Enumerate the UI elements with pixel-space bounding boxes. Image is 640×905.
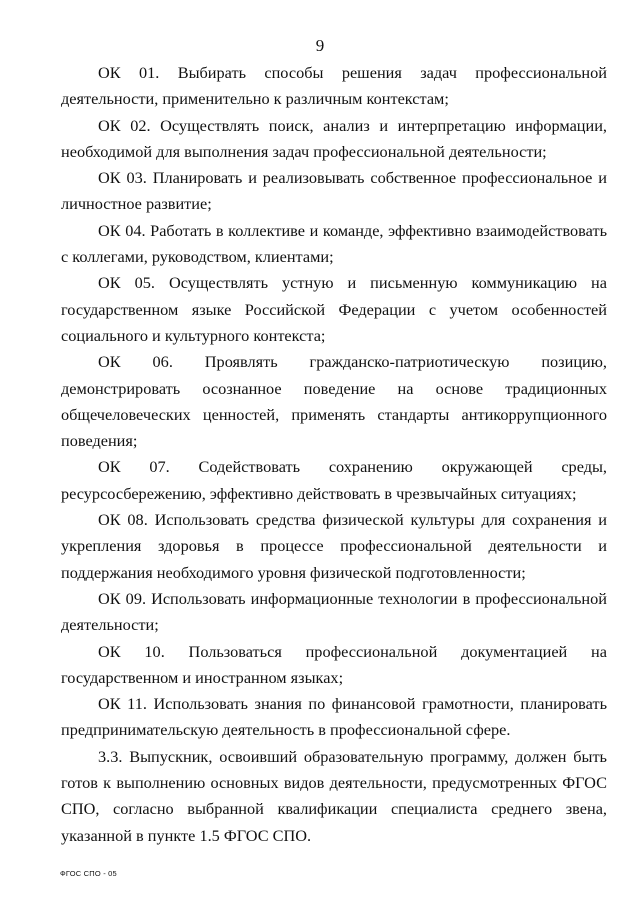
paragraph-ok-04: ОК 04. Работать в коллективе и команде, эффективно взаимодействовать с коллегами, руководством, клиентами; [61,220,607,267]
paragraph-ok-10: ОК 10. Пользоваться профессиональной документацией на государственном и иностранном языках; [61,641,607,687]
document-body [61,60,607,849]
paragraph-ok-06: ОК 06. Проявлять гражданско-патриотическую позицию, демонстрировать осознанное поведение на основе традиционных общечеловеческих ценностей, применять стандарты антикоррупционного поведения; [61,352,607,451]
paragraph-ok-02: ОК 02. Осуществлять поиск, анализ и интерпретацию информации, необходимой для выполнения задач профессиональной деятельности; [61,115,607,161]
paragraph-ok-08: ОК 08. Использовать средства физической культуры для сохранения и укрепления здоровья в процессе профессиональной деятельности и поддержания необходимого уровня физической подготовленности; [61,510,607,582]
footer-label: ФГОС СПО - 05 [60,869,117,878]
paragraph-ok-05: ОК 05. Осуществлять устную и письменную коммуникацию на государственном языке Российской Федерации с учетом особенностей социального и культурного контекста; [61,273,607,345]
paragraph-ok-09: ОК 09. Использовать информационные технологии в профессиональной деятельности; [61,588,607,635]
paragraph-ok-07: ОК 07. Содействовать сохранению окружающей среды, ресурсосбережению, эффективно действовать в чрезвычайных ситуациях; [61,457,607,503]
paragraph-ok-03: ОК 03. Планировать и реализовывать собственное профессиональное и личностное развитие; [61,168,607,214]
paragraph-ok-11: ОК 11. Использовать знания по финансовой грамотности, планировать предпринимательскую деятельность в профессиональной сфере. [61,694,607,740]
paragraph-ok-01: ОК 01. Выбирать способы решения задач профессиональной деятельности, применительно к различным контекстам; [61,63,607,109]
paragraph-3-3: 3.3. Выпускник, освоивший образовательную программу, должен быть готов к выполнению основных видов деятельности, предусмотренных ФГОС СПО, согласно выбранной квалификации специалиста среднего звена, указанной в пункте 1.5 ФГОС СПО. [61,746,607,845]
page-number: 9 [315,36,325,55]
